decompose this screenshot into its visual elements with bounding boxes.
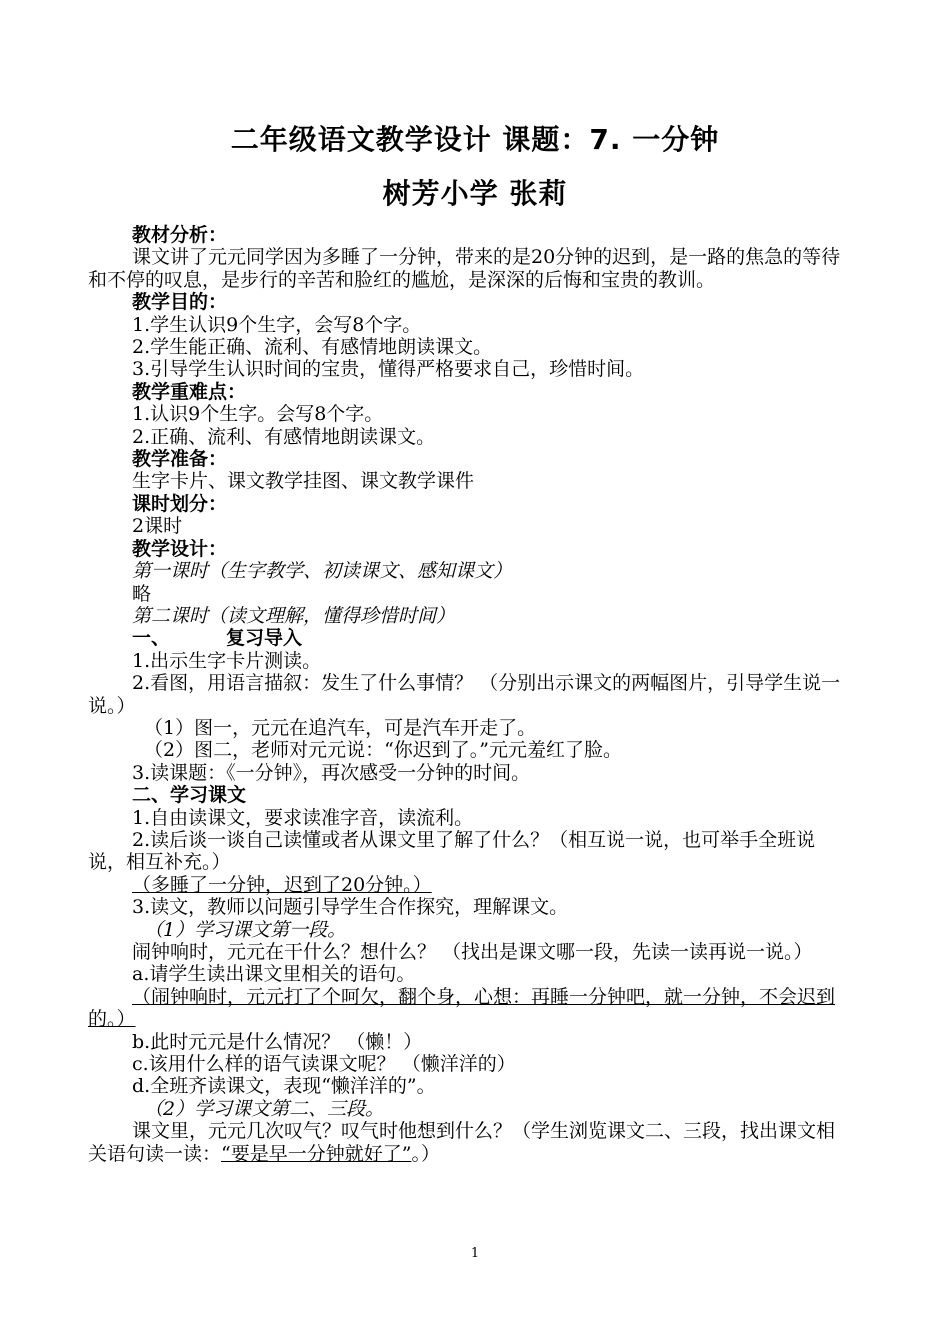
key-point-item: 2.正确、流利、有感情地朗读课文。 [132,425,436,448]
lesson-two-heading: 第二课时（读文理解，懂得珍惜时间） [132,604,456,627]
part-one-number: 一、 [132,627,171,650]
part-one-title: 复习导入 [226,627,303,650]
section-heading-teaching-goals: 教学目的： [132,291,228,314]
step-subitem: （1）图一，元元在追汽车，可是汽车开走了。 [144,716,537,739]
step-item: 1.出示生字卡片测读。 [132,649,322,672]
question-text: 闹钟响时，元元在干什么？想什么？ （找出是课文哪一段，先读一读再说一说。） [132,941,813,963]
part-two-heading: 二、学习课文 [132,784,247,807]
preparation-text: 生字卡片、课文教学挂图、课文教学课件 [132,470,475,493]
quote-underlined: （闹钟响时，元元打了个呵欠，翻个身，心想：再睡一分钟吧，就一分钟，不会迟到的。） [88,985,836,1031]
step-subitem: a.请学生读出课文里相关的语句。 [132,963,416,986]
step-subitem: d.全班齐读课文，表现“懒洋洋的”。 [132,1075,436,1098]
quote-underlined: “要是早一分钟就好了” [221,1142,412,1165]
subsection-heading: （1）学习课文第一段。 [144,918,347,941]
section-heading-preparation: 教学准备： [132,448,228,471]
step-subitem: b.此时元元是什么情况？ （懒！） [132,1030,423,1053]
goal-item: 1.学生认识9个生字，会写8个字。 [132,313,422,336]
step-item: 2.读后谈一谈自己读懂或者从课文里了解了什么？（相互说一说，也可举手全班说说，相互补充。） [88,828,816,874]
step-item: 1.自由读课文，要求读准字音，读流利。 [132,806,474,829]
lesson-one-text: 略 [132,582,152,605]
document-author: 树芳小学 张莉 [382,177,568,210]
answer-underlined: （多睡了一分钟，迟到了20分钟。） [132,873,432,896]
section-heading-teaching-design: 教学设计： [132,537,228,560]
document-body [88,224,848,1165]
material-analysis-text: 课文讲了元元同学因为多睡了一分钟，带来的是20分钟的迟到，是一路的焦急的等待和不停的叹息，是步行的辛苦和脸红的尴尬，是深深的后悔和宝贵的教训。 [88,246,841,291]
lesson-one-heading: 第一课时（生字教学、初读课文、感知课文） [132,560,513,583]
step-item: 3.读课题：《一分钟》，再次感受一分钟的时间。 [132,761,531,784]
step-item: 2.看图，用语言描叙：发生了什么事情？ （分别出示课文的两幅图片，引导学生说一说。） [88,672,841,717]
section-heading-key-points: 教学重难点： [132,380,247,403]
part-one-heading [88,627,848,649]
question-text: 课文里，元元几次叹气？叹气时他想到什么？（学生浏览课文二、三段，找出课文相关语句读一读：“要是早一分钟就好了”。） [88,1120,836,1165]
goal-item: 3.引导学生认识时间的宝贵，懂得严格要求自己，珍惜时间。 [132,358,645,381]
step-subitem: c.该用什么样的语气读课文呢？ （懒洋洋的） [132,1053,516,1076]
subsection-heading: （2）学习课文第二、三段。 [144,1097,385,1120]
page-number: 1 [470,1246,480,1261]
goal-item: 2.学生能正确、流利、有感情地朗读课文。 [132,336,493,359]
step-item: 3.读文，教师以问题引导学生合作探究，理解课文。 [132,896,569,919]
step-subitem: （2）图二，老师对元元说：“你迟到了。”元元羞红了脸。 [144,739,623,762]
section-heading-lesson-division: 课时划分： [132,492,228,515]
lesson-division-text: 2课时 [132,515,183,538]
document-title: 二年级语文教学设计 课题：7. 一分钟 [230,123,720,156]
key-point-item: 1.认识9个生字。会写8个字。 [132,403,384,426]
section-heading-material-analysis: 教材分析： [132,224,228,246]
